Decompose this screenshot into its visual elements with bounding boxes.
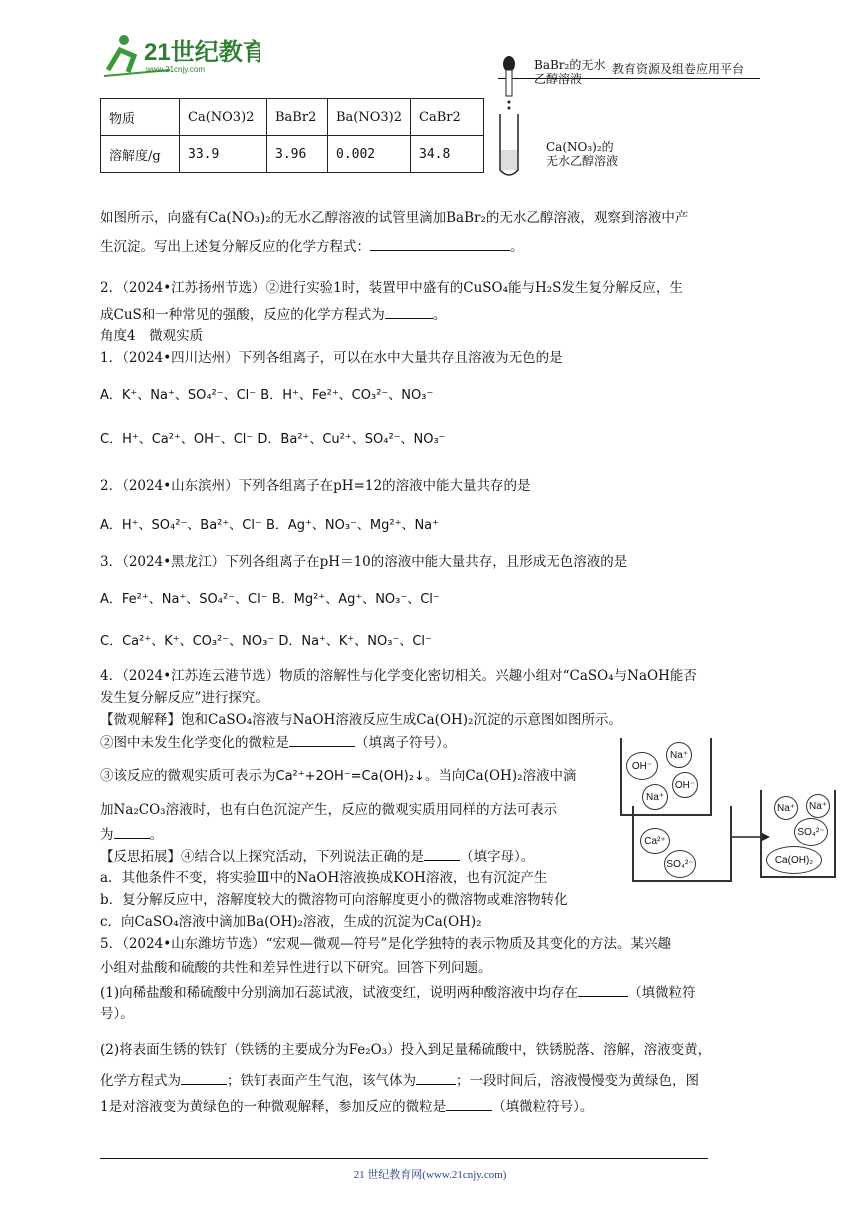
q5-line7-suffix: （填微粒符号）。: [492, 1099, 594, 1115]
q-prev-text2-label: 生沉淀。写出上述复分解反应的化学方程式：: [100, 239, 370, 255]
dropper-label: BaBr₂的无水乙醇溶液: [534, 58, 606, 86]
table-cell: 3.96: [267, 136, 328, 173]
q5-line3: [100, 982, 696, 1003]
answer-blank[interactable]: [181, 1070, 227, 1085]
q4-line3: 【微观解释】饱和CaSO₄溶液与NaOH溶液反应生成Ca(OH)₂沉淀的示意图如图所示。: [100, 712, 622, 728]
table-cell: 33.9: [180, 136, 267, 173]
ion-particle: Na⁺: [774, 796, 798, 820]
q1-stem: 1．（2024•四川达州）下列各组离子，可以在水中大量共存且溶液为无色的是: [100, 350, 563, 366]
q5-line5: (2)将表面生锈的铁钉（铁锈的主要成分为Fe₂O₃）投入到足量稀硫酸中，铁锈脱落、溶解，溶液变黄，: [100, 1042, 712, 1058]
q5-line6-mid: ；铁钉表面产生气泡，该气体为: [227, 1073, 416, 1089]
q5-line6-label: 化学方程式为: [100, 1073, 181, 1089]
table-cell: CaBr2: [411, 99, 484, 136]
table-cell: Ca(NO3)2: [180, 99, 267, 136]
q2-stem: 2．（2024•山东滨州）下列各组离子在pH=12的溶液中能大量共存的是: [100, 478, 531, 494]
q4-option-c: c．向CaSO₄溶液中滴加Ba(OH)₂溶液，生成的沉淀为Ca(OH)₂: [100, 914, 482, 930]
ion-particle: Na⁺: [806, 794, 830, 818]
q4-line8: [100, 846, 534, 867]
q-prev-q2-line1: 2．（2024•江苏扬州节选）②进行实验1时，装置甲中盛有的CuSO₄能与H₂S发生复分解反应，生: [100, 280, 683, 296]
q5-line2: 小组对盐酸和硫酸的共性和差异性进行以下研究。回答下列问题。: [100, 960, 492, 976]
svg-text:www.21cnjy.com: www.21cnjy.com: [146, 65, 205, 74]
table-cell: 溶解度/g: [101, 136, 180, 173]
q3-options-cd: C．Ca²⁺、K⁺、CO₃²⁻、NO₃⁻ D．Na⁺、K⁺、NO₃⁻、Cl⁻: [100, 634, 432, 649]
tube-label: Ca(NO₃)₂的无水乙醇溶液: [546, 140, 619, 168]
footer-text: 21 世纪教育网(www.21cnjy.com): [353, 1169, 507, 1181]
q5-line7: [100, 1096, 593, 1117]
section-angle: 角度4 微观实质: [100, 328, 204, 344]
answer-blank[interactable]: [370, 236, 510, 251]
q1-options-ab: A．K⁺、Na⁺、SO₄²⁻、Cl⁻ B．H⁺、Fe²⁺、CO₃²⁻、NO₃⁻: [100, 388, 434, 403]
q4-line7-suffix: 。: [149, 827, 163, 843]
q4-line7: [100, 824, 163, 845]
answer-blank[interactable]: [416, 1070, 456, 1085]
ion-particle: OH⁻: [672, 772, 698, 798]
q4-line8-suffix: （填字母）。: [460, 849, 535, 865]
answer-blank[interactable]: [114, 824, 150, 839]
ion-particle: OH⁻: [626, 752, 658, 780]
q2-options-ab: A．H⁺、SO₄²⁻、Ba²⁺、Cl⁻ B．Ag⁺、NO₃⁻、Mg²⁺、Na⁺: [100, 518, 439, 533]
q4-line7-label: 为: [100, 827, 114, 843]
table-cell: 0.002: [328, 136, 411, 173]
q5-line1: 5．（2024•山东潍坊节选）“宏观—微观—符号”是化学独特的表示物质及其变化的方法。某兴趣: [100, 936, 671, 952]
answer-blank[interactable]: [446, 1096, 492, 1111]
q5-line4: 号）。: [100, 1006, 134, 1022]
header-logo: [100, 30, 260, 82]
q1-options-cd: C．H⁺、Ca²⁺、OH⁻、Cl⁻ D．Ba²⁺、Cu²⁺、SO₄²⁻、NO₃⁻: [100, 432, 446, 447]
q5-line3-label: (1)向稀盐酸和稀硫酸中分别滴加石蕊试液，试液变红，说明两种酸溶液中均存在: [100, 985, 579, 1001]
q4-line2: 发生复分解反应”进行探究。: [100, 690, 269, 706]
footer-rule: [100, 1158, 708, 1159]
ion-particle: SO₄²⁻: [664, 850, 696, 878]
ion-particle: Na⁺: [666, 742, 692, 768]
solubility-table: [100, 98, 484, 173]
table-row: [101, 136, 484, 173]
q-prev-text1: 如图所示，向盛有Ca(NO₃)₂的无水乙醇溶液的试管里滴加BaBr₂的无水乙醇溶液，观察到溶液中产: [100, 210, 689, 226]
table-cell: Ba(NO3)2: [328, 99, 411, 136]
answer-blank[interactable]: [385, 304, 433, 319]
q5-line7-label: 1是对溶液变为黄绿色的一种微观解释，参加反应的微粒是: [100, 1099, 447, 1115]
q4-line5-label: ③该反应的微观实质可表示为: [100, 768, 276, 784]
precipitate-particle: Ca(OH)₂: [766, 846, 822, 874]
table-cell: 物质: [101, 99, 180, 136]
q3-options-ab: A．Fe²⁺、Na⁺、SO₄²⁻、Cl⁻ B．Mg²⁺、Ag⁺、NO₃⁻、Cl⁻: [100, 592, 440, 607]
ion-particle: Na⁺: [642, 784, 668, 810]
ion-particle: Ca²⁺: [640, 828, 670, 854]
table-row: [101, 99, 484, 136]
q5-line6-suffix: ；一段时间后，溶液慢慢变为黄绿色，图: [456, 1073, 699, 1089]
answer-blank[interactable]: [578, 982, 628, 997]
header-right-text: 教育资源及组卷应用平台: [612, 62, 745, 76]
runner-logo-icon: [100, 30, 260, 78]
q4-line6: 加Na₂CO₃溶液时，也有白色沉淀产生，反应的微观实质用同样的方法可表示: [100, 802, 558, 818]
table-cell: 34.8: [411, 136, 484, 173]
q4-option-a: a．其他条件不变，将实验Ⅲ中的NaOH溶液换成KOH溶液，也有沉淀产生: [100, 870, 548, 886]
ion-particle: SO₄²⁻: [794, 818, 828, 846]
q-prev-text2: 生沉淀。写出上述复分解反应的化学方程式： 。: [100, 236, 524, 257]
q4-line4-suffix: （填离子符号）。: [355, 735, 457, 751]
answer-blank[interactable]: [289, 732, 355, 747]
q4-line4: [100, 732, 456, 753]
table-cell: BaBr2: [267, 99, 328, 136]
dropper-tube-icon: [496, 52, 526, 182]
q-prev-q2-line2-label: 成CuS和一种常见的强酸，反应的化学方程式为: [100, 307, 385, 323]
q5-line6: [100, 1070, 699, 1091]
q4-line5-suffix: 。当向Ca(OH)₂溶液中滴: [424, 768, 577, 784]
answer-blank[interactable]: [424, 846, 460, 861]
svg-text:21世纪教育: 21世纪教育: [144, 39, 260, 66]
q4-option-b: b．复分解反应中，溶解度较大的微溶物可向溶解度更小的微溶物或难溶物转化: [100, 892, 568, 908]
q4-line8-label: 【反思拓展】④结合以上探究活动，下列说法正确的是: [100, 849, 424, 865]
q4-line5: [100, 766, 577, 787]
q4-line4-label: ②图中未发生化学变化的微粒是: [100, 735, 289, 751]
q5-line3-suffix: （填微粒符: [628, 985, 696, 1001]
q-prev-q2-line2: 成CuS和一种常见的强酸，反应的化学方程式为 。: [100, 304, 446, 325]
q4-line1: 4．（2024•江苏连云港节选）物质的溶解性与化学变化密切相关。兴趣小组对“CaSO₄与NaOH能否: [100, 668, 697, 684]
q3-stem: 3．（2024•黑龙江）下列各组离子在pH＝10的溶液中能大量共存，且形成无色溶液的是: [100, 554, 628, 570]
reaction-equation: Ca²⁺+2OH⁻=Ca(OH)₂↓: [275, 769, 425, 784]
